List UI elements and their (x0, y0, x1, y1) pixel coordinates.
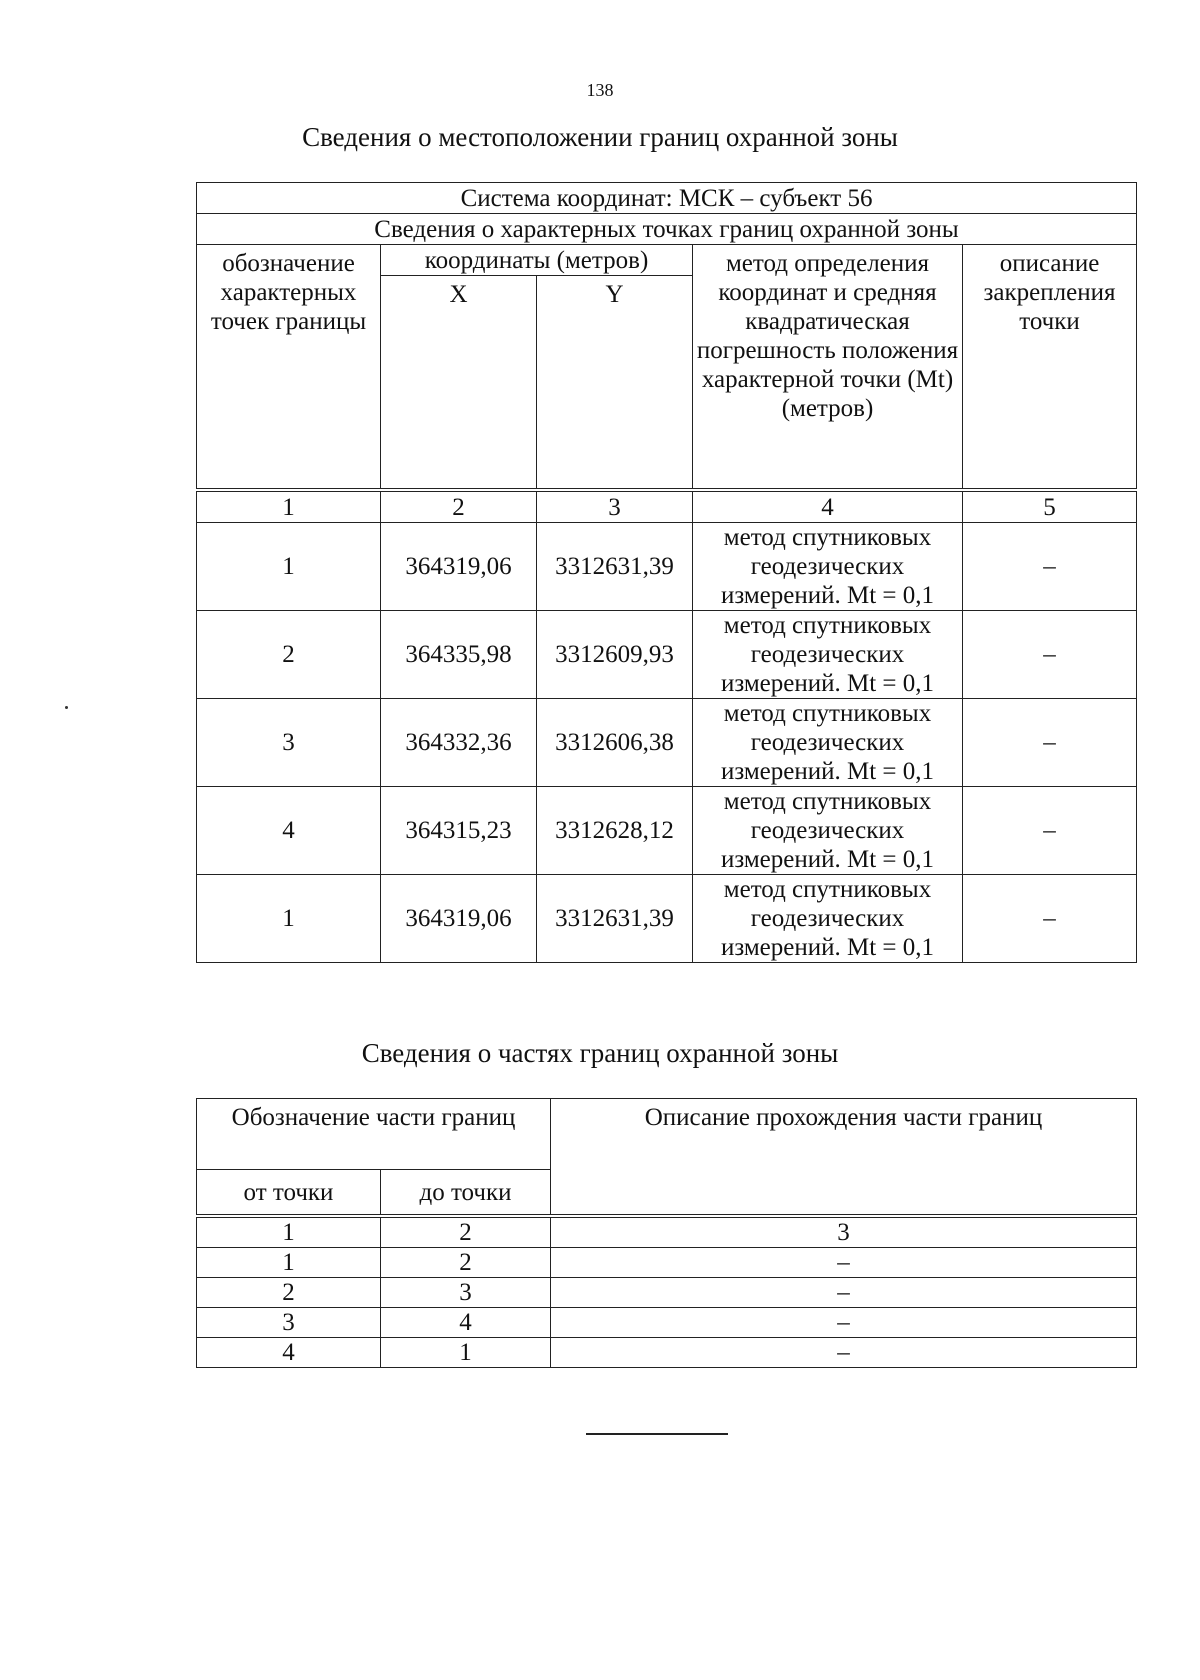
table-row (197, 1338, 1137, 1368)
point-x: 364319,06 (381, 875, 537, 963)
part-from: 3 (197, 1308, 381, 1338)
table-row (197, 787, 1137, 875)
part-description: – (551, 1308, 1137, 1338)
point-method: метод спутниковых геодезических измерений. Mt = 0,1 (693, 875, 963, 963)
part-to: 4 (381, 1308, 551, 1338)
point-description: – (963, 875, 1137, 963)
part-from: 4 (197, 1338, 381, 1368)
section-title-location: Сведения о местоположении границ охранной зоны (302, 122, 898, 152)
point-id: 4 (197, 787, 381, 875)
table-row (197, 1308, 1137, 1338)
header-x: X (381, 276, 537, 491)
table-row (197, 1278, 1137, 1308)
point-y: 3312631,39 (537, 523, 693, 611)
column-number: 5 (963, 490, 1137, 523)
point-y: 3312609,93 (537, 611, 693, 699)
points-subtitle-cell: Сведения о характерных точках границ охранной зоны (197, 214, 1137, 245)
end-separator-line (586, 1433, 728, 1435)
point-y: 3312606,38 (537, 699, 693, 787)
column-number: 3 (551, 1216, 1137, 1248)
point-y: 3312631,39 (537, 875, 693, 963)
point-method: метод спутниковых геодезических измерений. Mt = 0,1 (693, 611, 963, 699)
point-method: метод спутниковых геодезических измерений. Mt = 0,1 (693, 699, 963, 787)
column-number: 2 (381, 1216, 551, 1248)
header-method: метод определения координат и средняя квадратическая погрешность положения характерной точки (Mt) (метров) (693, 245, 963, 491)
point-description: – (963, 699, 1137, 787)
coordinate-system-cell: Система координат: МСК – субъект 56 (197, 183, 1137, 214)
column-number: 1 (197, 490, 381, 523)
header-y: Y (537, 276, 693, 491)
header-designation: обозначение характерных точек границы (197, 245, 381, 491)
table-row (197, 1248, 1137, 1278)
table-row (197, 875, 1137, 963)
table-row (197, 611, 1137, 699)
table-row (197, 523, 1137, 611)
point-id: 2 (197, 611, 381, 699)
page-number: 138 (586, 80, 614, 100)
header-from-point: от точки (197, 1170, 381, 1217)
point-method: метод спутниковых геодезических измерений. Mt = 0,1 (693, 523, 963, 611)
point-x: 364319,06 (381, 523, 537, 611)
part-to: 3 (381, 1278, 551, 1308)
characteristic-points-table (196, 182, 1137, 963)
header-coordinates: координаты (метров) (381, 245, 693, 276)
point-id: 1 (197, 875, 381, 963)
scan-speck (65, 706, 68, 709)
header-part-designation: Обозначение части границ (197, 1099, 551, 1170)
point-description: – (963, 787, 1137, 875)
header-to-point: до точки (381, 1170, 551, 1217)
point-description: – (963, 611, 1137, 699)
point-x: 364315,23 (381, 787, 537, 875)
column-number: 3 (537, 490, 693, 523)
column-number: 2 (381, 490, 537, 523)
point-id: 1 (197, 523, 381, 611)
point-x: 364335,98 (381, 611, 537, 699)
part-to: 1 (381, 1338, 551, 1368)
header-part-description: Описание прохождения части границ (551, 1099, 1137, 1217)
column-number: 1 (197, 1216, 381, 1248)
part-description: – (551, 1338, 1137, 1368)
part-to: 2 (381, 1248, 551, 1278)
part-from: 2 (197, 1278, 381, 1308)
table-row (197, 699, 1137, 787)
part-from: 1 (197, 1248, 381, 1278)
column-number: 4 (693, 490, 963, 523)
point-x: 364332,36 (381, 699, 537, 787)
point-description: – (963, 523, 1137, 611)
point-method: метод спутниковых геодезических измерений. Mt = 0,1 (693, 787, 963, 875)
part-description: – (551, 1248, 1137, 1278)
header-description: описание закрепления точки (963, 245, 1137, 491)
point-y: 3312628,12 (537, 787, 693, 875)
section-title-parts: Сведения о частях границ охранной зоны (361, 1038, 839, 1068)
boundary-parts-table (196, 1098, 1137, 1368)
part-description: – (551, 1278, 1137, 1308)
point-id: 3 (197, 699, 381, 787)
